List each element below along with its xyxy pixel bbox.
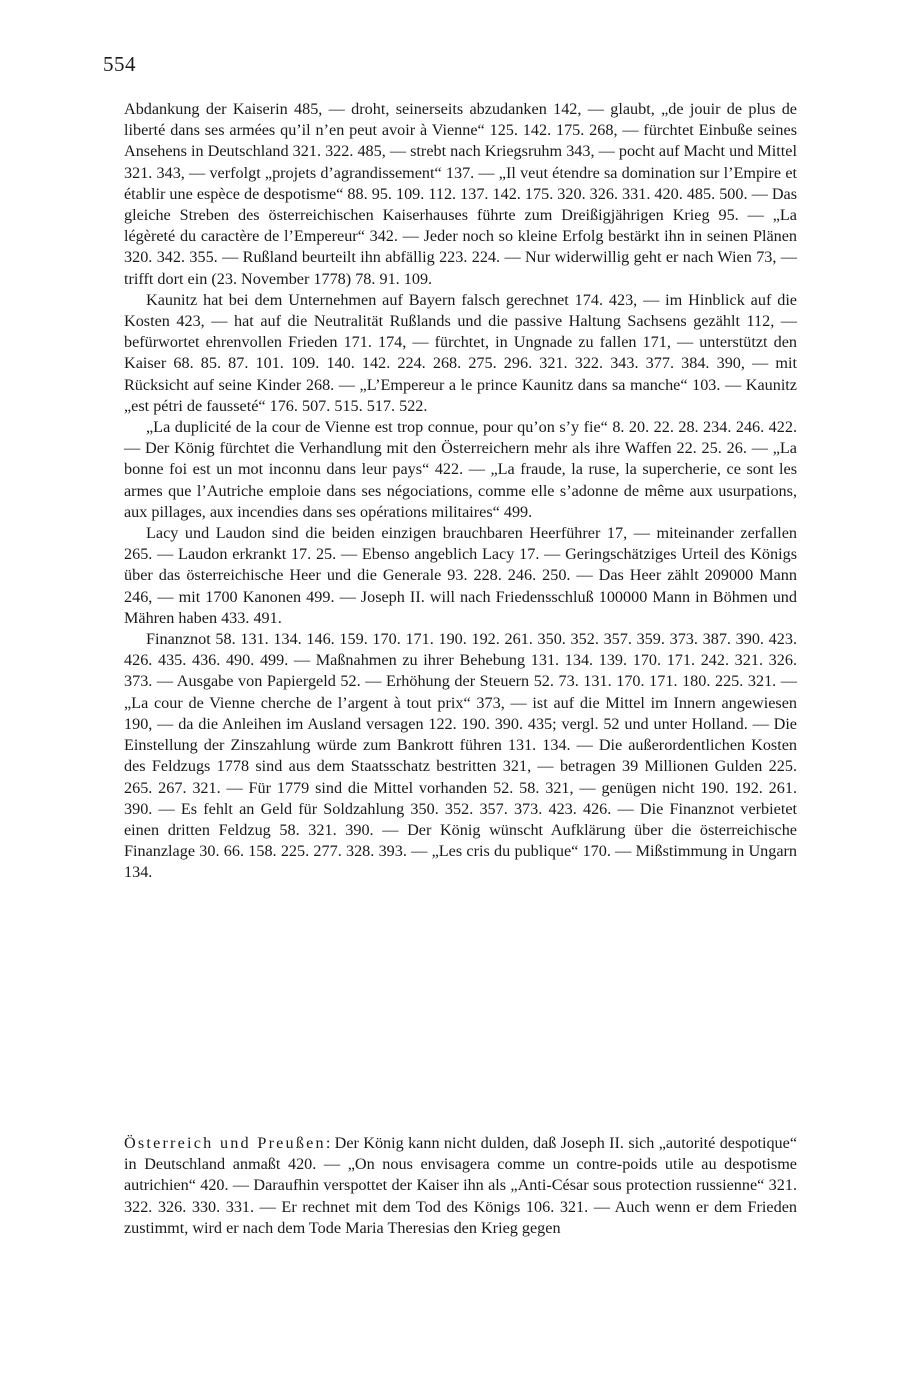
paragraph-duplicite: „La duplicité de la cour de Vienne est trop connue, pour qu’on s’y fie“ 8. 20. 22. 28. 234. 246. 422. — Der König fürchtet die Verhandlung mit den Österreichern mehr als ihre Waffen 22. 25. 26. — „La bonne foi est un mot inconnu dans leur pays“ 422. — „La fraude, la ruse, la supercherie, ce sont les armes que l’Autriche emploie dans ses négociations, comme elle s’adonne de même aux usurpations, aux pillages, aux incendies dans ses opérations militaires“ 499. xyxy=(124,418,797,521)
section-heading: Österreich und Preußen xyxy=(124,1134,326,1152)
section-oesterreich-preussen xyxy=(124,1133,797,1239)
paragraph-oesterreich-preussen xyxy=(124,1133,797,1239)
paragraph-finanznot: Finanznot 58. 131. 134. 146. 159. 170. 171. 190. 192. 261. 350. 352. 357. 359. 373. 387. 390. 423. 426. 435. 436. 490. 499. — Maßnahmen zu ihrer Behebung 131. 134. 139. 170. 171. 242. 321. 326. 373. — Ausgabe von Papiergeld 52. — Erhöhung der Steuern 52. 73. 131. 170. 171. 180. 225. 321. — „La cour de Vienne cherche de l’argent à tout prix“ 373, — ist auf die Mittel im Innern angewiesen 190, — da die Anleihen im Ausland versagen 122. 190. 390. 435; vergl. 52 und unter Holland. — Die Einstellung der Zinszahlung würde zum Bankrott führen 131. 134. — Die außerordentlichen Kosten des Feldzugs 1778 sind aus dem Staatsschatz bestritten 321, — betragen 39 Millionen Gulden 225. 265. 267. 321. — Für 1779 sind die Mittel vorhanden 52. 58. 321, — genügen nicht 190. 192. 261. 390. — Es fehlt an Geld für Soldzahlung 350. 352. 357. 373. 423. 426. — Die Finanznot verbietet einen dritten Feldzug 58. 321. 390. — Der König wünscht Aufklärung über die österreichische Finanzlage 30. 66. 158. 225. 277. 328. 393. — „Les cris du publique“ 170. — Mißstimmung in Ungarn 134. xyxy=(124,630,797,882)
index-text-block xyxy=(124,99,797,884)
page-number: 554 xyxy=(103,52,136,76)
paragraph-kaunitz: Kaunitz hat bei dem Unternehmen auf Bayern falsch gerechnet 174. 423, — im Hinblick auf die Kosten 423, — hat auf die Neutralität Rußlands und die passive Haltung Sachsens gezählt 112, — befürwortet ehrenvollen Frieden 171. 174, — fürchtet, in Ungnade zu fallen 171, — unterstützt den Kaiser 68. 85. 87. 101. 109. 140. 142. 224. 268. 275. 296. 321. 322. 343. 377. 384. 390, — mit Rücksicht auf seine Kinder 268. — „L’Empereur a le prince Kaunitz dans sa manche“ 103. — Kaunitz „est pétri de fausseté“ 176. 507. 515. 517. 522. xyxy=(124,290,797,415)
paragraph-lacy-laudon: Lacy und Laudon sind die beiden einzigen brauchbaren Heerführer 17, — miteinander zerfallen 265. — Laudon erkrankt 17. 25. — Ebenso angeblich Lacy 17. — Geringschätziges Urteil des Königs über das österreichische Heer und die Generale 93. 228. 246. 250. — Das Heer zählt 209000 Mann 246, — mit 1700 Kanonen 499. — Joseph II. will nach Friedensschluß 100000 Mann in Böhmen und Mähren haben 433. 491. xyxy=(124,524,797,627)
section-text: : Der König kann nicht dulden, daß Joseph II. sich „autorité despotique“ in Deutschland anmaßt 420. — „On nous envisagera comme un contre-poids utile au despotisme autrichien“ 420. — Daraufhin verspottet der Kaiser ihn als „Anti-César sous protection russienne“ 321. 322. 326. 330. 331. — Er rechnet mit dem Tod des Königs 106. 321. — Auch wenn er dem Frieden zustimmt, wird er nach dem Tode Maria Theresias den Krieg gegen xyxy=(124,1134,798,1237)
paragraph-kaiser: Abdankung der Kaiserin 485, — droht, seinerseits abzudanken 142, — glaubt, „de jouir de plus de liberté dans ses armées qu’il n’en peut avoir à Vienne“ 125. 142. 175. 268, — fürchtet Einbuße seines Ansehens in Deutschland 321. 322. 485, — strebt nach Kriegsruhm 343, — pocht auf Macht und Mittel 321. 343, — verfolgt „projets d’agrandissement“ 137. — „Il veut étendre sa domination sur l’Empire et établir une espèce de despotisme“ 88. 95. 109. 112. 137. 142. 175. 320. 326. 331. 420. 485. 500. — Das gleiche Streben des österreichischen Kaiserhauses führte zum Dreißigjährigen Krieg 95. — „La légèreté du caractère de l’Empereur“ 342. — Jeder noch so kleine Erfolg bestärkt ihn in seinen Plänen 320. 342. 355. — Rußland beurteilt ihn abfällig 223. 224. — Nur widerwillig geht er nach Wien 73, — trifft dort ein (23. November 1778) 78. 91. 109. xyxy=(124,100,797,288)
